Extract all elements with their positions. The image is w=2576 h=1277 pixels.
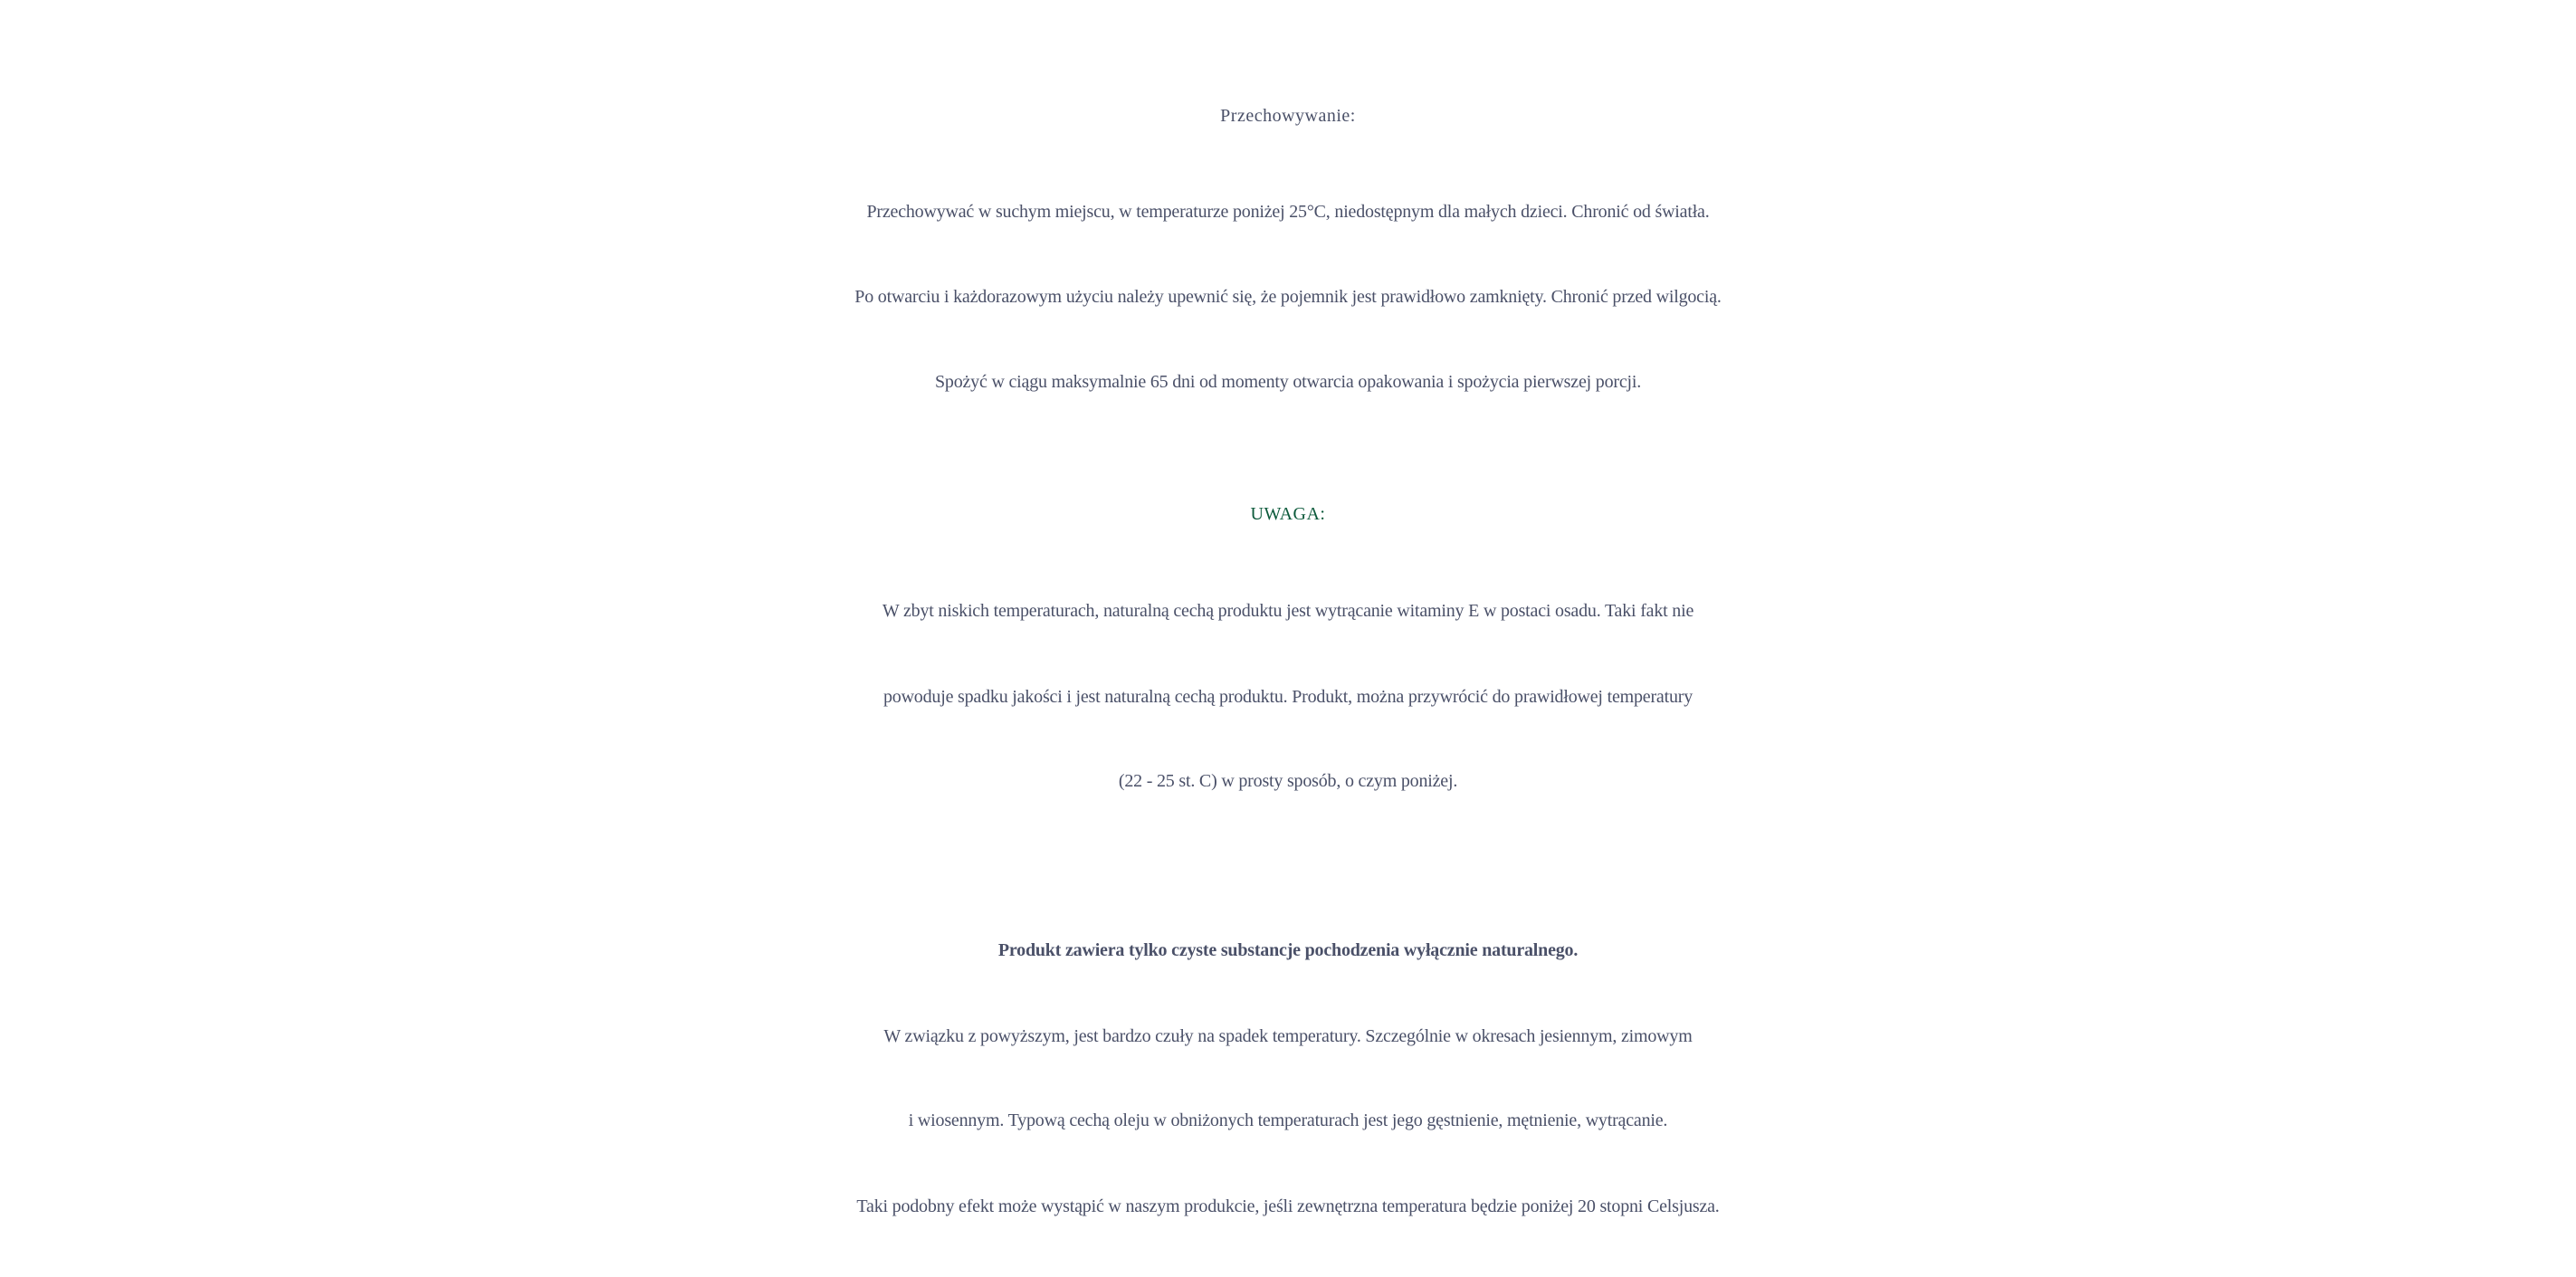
storage-line-2: Po otwarciu i każdorazowym użyciu należy upewnić się, że pojemnik jest prawidłowo zamknięty. Chronić przed wilgocią. [854, 287, 1722, 307]
warning-heading: UWAGA: [1250, 504, 1326, 524]
storage-line-1: Przechowywać w suchym miejscu, w temperaturze poniżej 25°C, niedostępnym dla małych dzieci. Chronić od światła. [866, 202, 1710, 222]
natural-line-1: W związku z powyższym, jest bardzo czuły na spadek temperatury. Szczególnie w okresach jesiennym, zimowym [883, 1026, 1693, 1046]
natural-bold-statement: Produkt zawiera tylko czyste substancje pochodzenia wyłącznie naturalnego. [997, 940, 1579, 960]
warning-line-1: W zbyt niskich temperaturach, naturalną cechą produktu jest wytrącanie witaminy E w postaci osadu. Taki fakt nie [882, 601, 1694, 621]
natural-line-3: Taki podobny efekt może wystąpić w naszym produkcie, jeśli zewnętrzna temperatura będzie poniżej 20 stopni Celsjusza. [856, 1196, 1720, 1216]
natural-line-2: i wiosennym. Typową cechą oleju w obniżonych temperaturach jest jego gęstnienie, mętnienie, wytrącanie. [908, 1110, 1668, 1130]
storage-line-3: Spożyć w ciągu maksymalnie 65 dni od momenty otwarcia opakowania i spożycia pierwszej porcji. [934, 372, 1642, 392]
warning-line-2: powoduje spadku jakości i jest naturalną cechą produktu. Produkt, można przywrócić do prawidłowej temperatury [883, 687, 1693, 707]
warning-line-3: (22 - 25 st. C) w prosty sposób, o czym poniżej. [1118, 771, 1458, 791]
storage-heading: Przechowywanie: [1220, 106, 1356, 126]
